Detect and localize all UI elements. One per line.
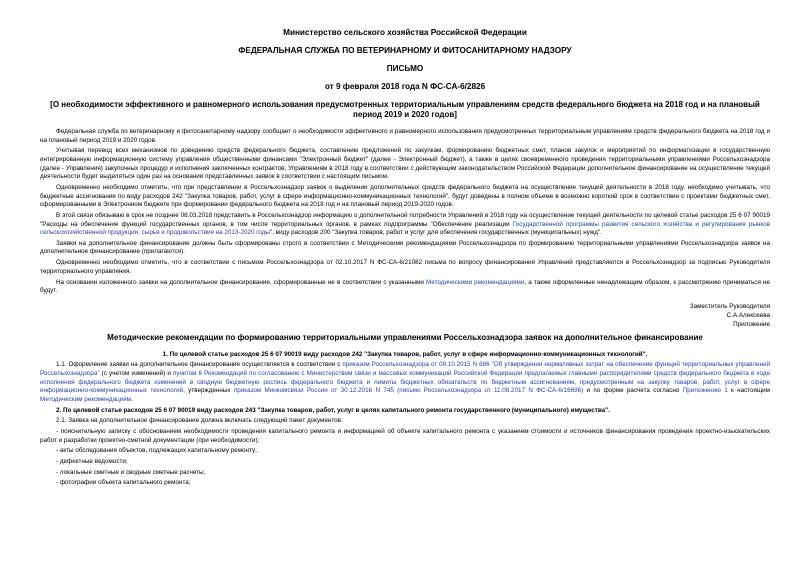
paragraph-3: Одновременно необходимо отметить, что при представлении в Россельхознадзор заявок о выделении дополнительных средств федерального бюджета на осуществление текущей деятельности в 2018 году, необходимо учитывать, что бюджетные ассигнования по виду расходов 242 "Закупка товаров, работ, услуг в сфере информационно-коммуникационных технологий", будут доведены в полном объеме в возможно короткий срок в соответствии с проектами бюджетных смет, сформированными в Электронном бюджете при формировании федерального бюджета на 2018 год и на плановый период 2019-2020 годов. xyxy=(40,183,770,209)
methodology-link[interactable]: Методическими рекомендациями xyxy=(425,278,525,286)
section-1-title: 1. По целевой статье расходов 25 6 07 90019 виду расходов 242 "Закупка товаров, работ, услуг в сфере информационно-коммуникационных технологий". xyxy=(162,350,648,358)
list-item: - пояснительную записку с обоснованием необходимости проведения капитального ремонта и информацией об объекте капитального ремонта с указанием стоимости и источников финансирования проведения проектно-изыскательских работ и разработки проектно-сметной документации (при необходимости); xyxy=(40,427,770,444)
signature-position: Заместитель Руководителя xyxy=(689,302,770,310)
document-date-number: от 9 февраля 2018 года N ФС-СА-6/2826 xyxy=(324,82,486,91)
section-1-1 xyxy=(40,361,770,404)
list-item: - дефектные ведомости; xyxy=(56,457,128,465)
document-subject: [О необходимости эффективного и равномерного использования предусмотренных территориальным управлениям средств федерального бюджета на 2018 год и на плановый период 2019 и 2020 годов] xyxy=(50,100,760,119)
list-item: - фотографии объекта капитального ремонта; xyxy=(56,479,191,487)
section-1-1-text-f: . xyxy=(130,395,133,403)
section-2-1: 2.1. Заявка на дополнительное финансирование должна включать следующий пакет документов: xyxy=(56,417,343,425)
paragraph-4-text-a: В этой связи обязываю в срок не позднее 08.03.2018 представить в Россельхознадзор информацию о дополнительной потребности Управлений в 2018 году на осуществление текущей деятельности по целевой статье расходов 25 6 07 90019 "Расходы на обеспечение функций государственных органов, в том числе территориальных органов, в рамках подпрограммы "Обеспечение реализации xyxy=(40,211,770,228)
paragraph-7-text-a: На основании изложенного заявки на дополнительное финансирование, сформированные не в соответствии с указанными xyxy=(56,278,426,286)
section-1-1-text-e: к настоящим xyxy=(727,387,770,395)
paragraph-5: Заявки на дополнительное финансирование должны быть сформированы строго в соответствии с Методическими рекомендациями Россельхознадзора по формированию территориальными управлениями Россельхознадзора заявок на дополнительное финансирование (прилагаются). xyxy=(40,239,770,256)
appendix-1-link[interactable]: Приложению 1 xyxy=(682,387,728,395)
list-item: - локальные сметные и сводные сметные расчеты; xyxy=(56,468,206,476)
order-686-link[interactable]: приказом Россельхознадзора от 09.10.2015 N 686 "Об утверждении нормативных затрат на обеспечение функций территориальных управлений Россельхознадзора" xyxy=(40,361,771,377)
methodology-title: Методические рекомендации по формированию территориальными управлениями Россельхознадзора заявок на дополнительное финансирование xyxy=(107,332,703,342)
paragraph-6: Одновременно необходимо отметить, что в соответствии с письмом Россельхознадзора от 02.10.2017 N ФС-СА-6/21082 письма по вопросу финансирования Управлений представляются в Россельхознадзор за подписью Руководителя территориального управления. xyxy=(40,259,770,275)
ministry-name: Министерство сельского хозяйства Российской Федерации xyxy=(283,28,527,37)
document-page xyxy=(40,28,770,490)
order-745-link[interactable]: приказом Минкомсвязи России от 30.12.2016 N 745 (письмо Россельхознадзора от 11.08.2017 N ФС-СА-6/16696) xyxy=(233,387,584,395)
section-1-1-text-b: (с учетом изменений) и xyxy=(99,370,173,377)
signature-name: С.А.Алексеева xyxy=(726,311,770,319)
paragraph-4 xyxy=(40,212,770,238)
section-1-1-text-a: 1.1. Оформление заявки на дополнительное финансирование осуществляется в соответствии с xyxy=(56,361,343,369)
section-1-1-text-c: , утвержденных xyxy=(183,387,234,395)
service-name: ФЕДЕРАЛЬНАЯ СЛУЖБА ПО ВЕТЕРИНАРНОМУ И ФИТОСАНИТАРНОМУ НАДЗОРУ xyxy=(238,46,572,55)
paragraph-7 xyxy=(40,279,770,296)
appendix-label: Приложение xyxy=(733,320,770,328)
section-2-title: 2. По целевой статье расходов 25 6 07 90019 виду расходов 243 "Закупка товаров, работ, услуг в целях капитального ремонта государственного (муниципального) имущества". xyxy=(56,406,610,414)
list-item: - акты обследования объектов, подлежащих капитальному ремонту; xyxy=(56,447,257,455)
paragraph-2: Учитывая перевод всех механизмов по доведению средств федерального бюджета, составлению предложений по закупкам, формированию бюджетных смет, планов закупок и мероприятий по информатизации в государственную интегрированную информационную систему управления общественными финансами "Электронный бюджет" (далее - Электронный бюджет), а также в целях своевременного проведения территориальными управлениями Россельхознадзора (далее - Управления) закупочных процедур и исполнения заключенных контрактов, Управлениям в 2018 году в соответствии с действующим законодательством Российской Федерации дополнительное финансирование на осуществление текущей деятельности будет выделяться один раз на основании представленных заявок в соответствии с настоящим письмом. xyxy=(40,147,770,181)
methodology-recommendations-link[interactable]: Методическим рекомендациям xyxy=(40,395,131,403)
state-program-link[interactable]: Государственной программы развития сельского хозяйства и регулирования рынков сельскохозяйственной продукции, сырья и продовольствия на 2013-2020 годы xyxy=(40,220,771,237)
document-type: ПИСЬМО xyxy=(386,64,424,73)
recommendations-item-6-link[interactable]: пунктом 6 Рекомендаций по согласованию с Министерством связи и массовых коммуникаций Российской Федерации предлагаемых главными распорядителями средств федерального бюджета в ходе исполнения федерального бюджета изменений в сводную бюджетную роспись федерального бюджета и лимиты бюджетных обязательств по бюджетным ассигнованиям, предусмотренным на закупку товаров, работ, услуг в сфере информационно-коммуникационных технологий xyxy=(40,370,771,395)
section-1-1-text-d: и по форме расчета согласно xyxy=(583,387,683,395)
paragraph-7-text-b: , а также оформленные ненадлежащим образом, к рассмотрению приниматься не будут. xyxy=(40,278,770,295)
paragraph-1: Федеральная служба по ветеринарному и фитосанитарному надзору сообщает о необходимости эффективного и равномерного использования предусмотренных территориальным управлениям средств федерального бюджета на 2018 год и на плановый период 2019 и 2020 годов. xyxy=(40,128,770,144)
paragraph-4-text-b: ", виду расходов 200 "Закупка товаров, работ и услуг для обеспечения государственных (муниципальных) нужд". xyxy=(269,229,602,237)
